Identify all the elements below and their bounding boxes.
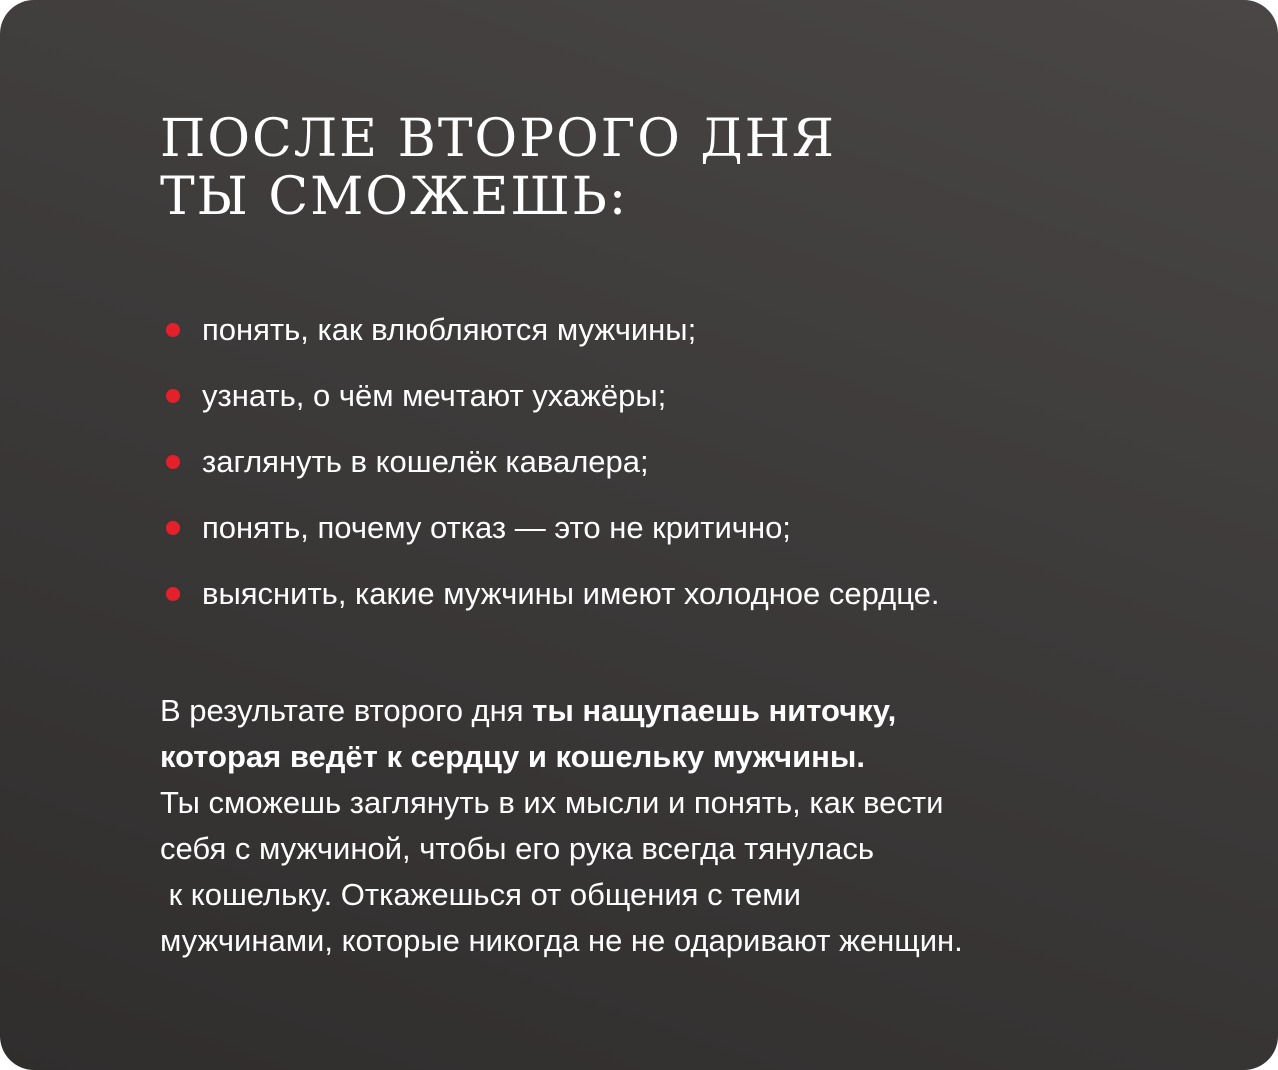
list-item-text: понять, как влюбляются мужчины; [202,312,697,347]
result-line-6: мужчинами, которые никогда не не одаривают женщин. [160,923,963,958]
bullet-dot-icon [166,323,180,337]
benefits-list [160,297,940,627]
list-item-text: заглянуть в кошелёк кавалера; [202,444,649,479]
result-line-3: Ты сможешь заглянуть в их мысли и понять, как вести [160,785,944,820]
result-line-4: себя с мужчиной, чтобы его рука всегда тянулась [160,831,874,866]
bullet-dot-icon [166,389,180,403]
heading-line-1: ПОСЛЕ ВТОРОГО ДНЯ [160,109,837,169]
result-line-2 [160,734,1200,780]
result-bold-2: которая ведёт к сердцу и кошельку мужчины. [160,739,865,774]
list-item [160,297,940,363]
list-item [160,495,940,561]
list-item [160,561,940,627]
heading-line-2: ТЫ СМОЖЕШЬ: [160,167,629,227]
result-line-1 [160,688,1200,734]
bullet-dot-icon [166,521,180,535]
result-line-5: к кошельку. Откажешься от общения с теми [160,877,801,912]
result-paragraph [160,688,1200,964]
list-item-text: понять, почему отказ — это не критично; [202,510,791,545]
list-item [160,363,940,429]
result-bold-1: ты нащупаешь ниточку, [532,693,897,728]
bullet-dot-icon [166,587,180,601]
list-item-text: выяснить, какие мужчины имеют холодное сердце. [202,576,940,611]
heading [160,110,836,226]
list-item [160,429,940,495]
list-item-text: узнать, о чём мечтают ухажёры; [202,378,667,413]
result-intro: В результате второго дня [160,693,533,728]
bullet-dot-icon [166,455,180,469]
